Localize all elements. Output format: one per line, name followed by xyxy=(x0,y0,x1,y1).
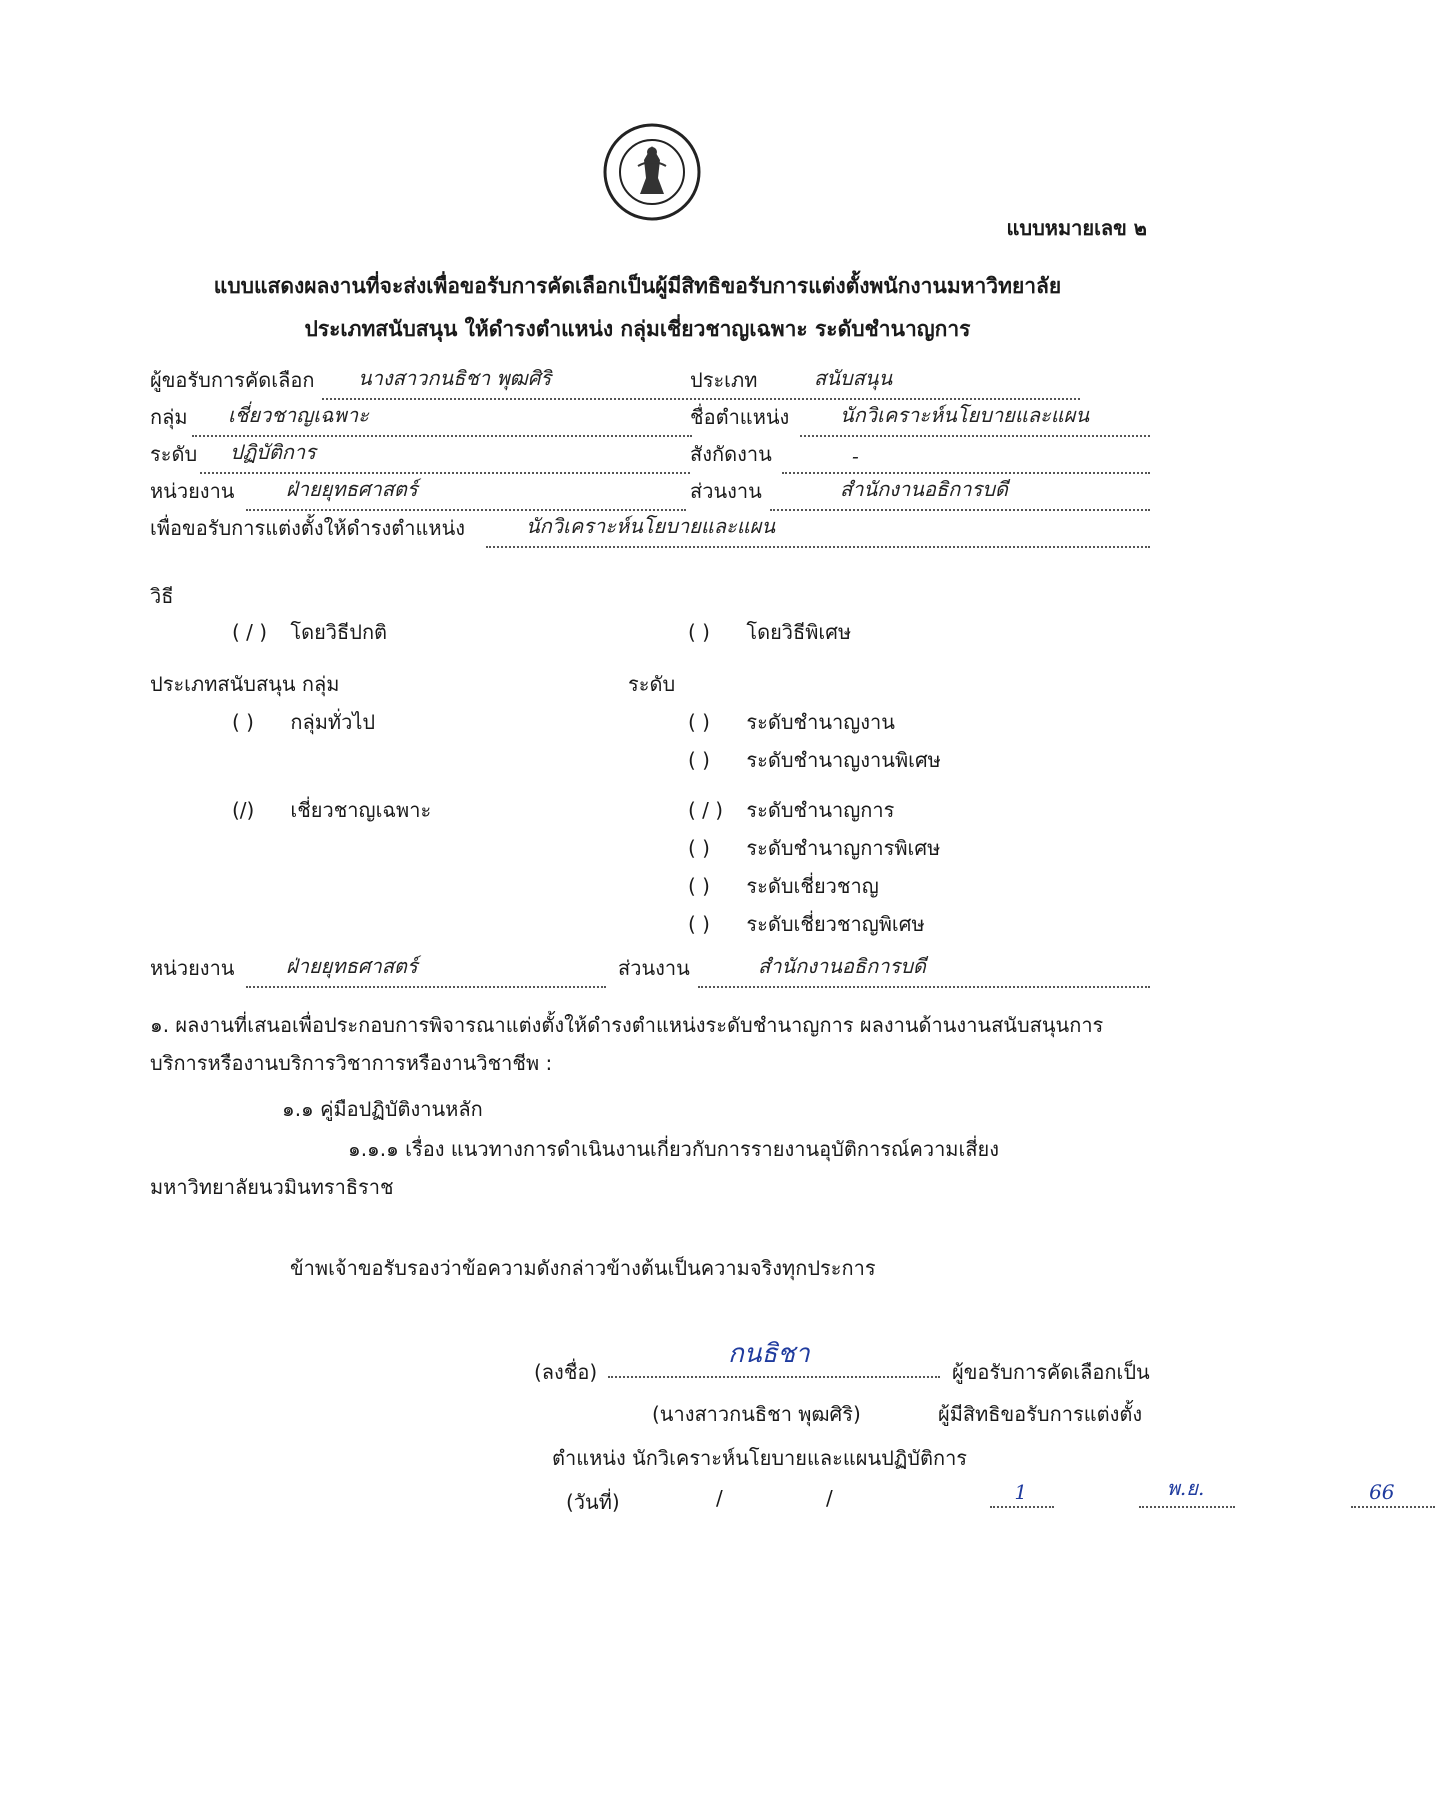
appoint-label: เพื่อขอรับการแต่งตั้งให้ดำรงตำแหน่ง xyxy=(150,516,466,540)
date-year: 66 xyxy=(1369,1480,1395,1504)
unit-value: ฝ่ายยุทธศาสตร์ xyxy=(286,477,418,501)
method-normal-check: ( / ) xyxy=(232,620,268,644)
date-label: (วันที่) xyxy=(566,1490,620,1514)
level-label-1: ระดับชำนาญงานพิเศษ xyxy=(746,748,941,772)
unit-row-field[interactable] xyxy=(246,954,606,988)
unit-label: หน่วยงาน xyxy=(150,479,235,503)
level-field[interactable] xyxy=(200,440,690,474)
field-row-group xyxy=(150,403,1150,437)
method-normal-label: โดยวิธีปกติ xyxy=(290,620,388,644)
title-line-2: ประเภทสนับสนุน ให้ดำรงตำแหน่ง กลุ่มเชี่ยวชาญเฉพาะ ระดับชำนาญการ xyxy=(304,317,971,341)
date-sep-2: / xyxy=(826,1486,833,1510)
level-label-0: ระดับชำนาญงาน xyxy=(746,710,895,734)
date-month-field[interactable] xyxy=(1139,1476,1235,1508)
works-item-1-1: ๑.๑ คู่มือปฏิบัติงานหลัก xyxy=(282,1097,483,1121)
method-special-option[interactable] xyxy=(688,616,851,648)
level-option-0[interactable] xyxy=(688,706,895,738)
level-option-1[interactable] xyxy=(688,744,941,776)
level-value: ปฏิบัติการ xyxy=(230,440,316,464)
level-check-4: ( ) xyxy=(688,874,710,898)
certification-statement: ข้าพเจ้าขอรับรองว่าข้อความดังกล่าวข้างต้นเป็นความจริงทุกประการ xyxy=(290,1256,876,1280)
division-field[interactable] xyxy=(770,477,1150,511)
unit-row-label: หน่วยงาน xyxy=(150,956,235,980)
group-label: กลุ่ม xyxy=(150,405,188,429)
date-day-field[interactable] xyxy=(990,1480,1054,1508)
group-general-check: ( ) xyxy=(232,710,254,734)
works-intro-line-1: ๑. ผลงานที่เสนอเพื่อประกอบการพิจารณาแต่งตั้งให้ดำรงตำแหน่งระดับชำนาญการ ผลงานด้านงานสนับสนุนการ xyxy=(150,1013,1104,1037)
works-intro-line-2: บริการหรืองานบริการวิชาการหรืองานวิชาชีพ : xyxy=(150,1051,553,1075)
division-value: สำนักงานอธิการบดี xyxy=(840,477,1008,501)
level-label-4: ระดับเชี่ยวชาญ xyxy=(746,874,879,898)
date-year-field[interactable] xyxy=(1351,1480,1435,1508)
level-option-4[interactable] xyxy=(688,870,879,902)
division-label: ส่วนงาน xyxy=(690,479,762,503)
position-label: ชื่อตำแหน่ง xyxy=(690,405,790,429)
affiliation-value: - xyxy=(852,444,859,468)
affiliation-label: สังกัดงาน xyxy=(690,442,772,466)
date-month: พ.ย. xyxy=(1166,1476,1205,1500)
works-item-1-1-1-line-2: มหาวิทยาลัยนวมินทราธิราช xyxy=(150,1175,394,1199)
level-option-3[interactable] xyxy=(688,832,940,864)
group-general-label: กลุ่มทั่วไป xyxy=(290,710,376,734)
form-number: แบบหมายเลข ๒ xyxy=(1006,216,1147,240)
group-section-label: ประเภทสนับสนุน กลุ่ม xyxy=(150,672,340,696)
group-value: เชี่ยวชาญเฉพาะ xyxy=(228,403,369,427)
applicant-label: ผู้ขอรับการคัดเลือก xyxy=(150,368,315,392)
level-check-0: ( ) xyxy=(688,710,710,734)
group-specialist-option[interactable] xyxy=(232,794,431,826)
title-line-1: แบบแสดงผลงานที่จะส่งเพื่อขอรับการคัดเลือกเป็นผู้มีสิทธิขอรับการแต่งตั้งพนักงานมหาวิทยาลัย xyxy=(213,274,1062,298)
field-row-level xyxy=(150,440,1150,474)
method-special-label: โดยวิธีพิเศษ xyxy=(746,620,852,644)
level-label: ระดับ xyxy=(150,442,198,466)
affiliation-field[interactable] xyxy=(782,444,1150,474)
group-specialist-check: (/) xyxy=(232,798,255,822)
university-seal-icon xyxy=(602,122,702,222)
position-field[interactable] xyxy=(800,403,1150,437)
division-row-label: ส่วนงาน xyxy=(618,956,690,980)
unit-field[interactable] xyxy=(246,477,686,511)
method-normal-option[interactable] xyxy=(232,616,387,648)
field-row-unit xyxy=(150,477,1150,511)
sign-label: (ลงชื่อ) xyxy=(534,1360,598,1384)
division-row-value: สำนักงานอธิการบดี xyxy=(758,954,926,978)
level-option-5[interactable] xyxy=(688,908,925,940)
level-label-5: ระดับเชี่ยวชาญพิเศษ xyxy=(746,912,925,936)
applicant-value: นางสาวกนธิชา พุฒศิริ xyxy=(358,366,552,390)
signature-line[interactable] xyxy=(608,1339,940,1378)
group-field[interactable] xyxy=(192,403,692,437)
level-option-2[interactable] xyxy=(688,794,894,826)
level-label-2: ระดับชำนาญการ xyxy=(746,798,895,822)
group-general-option[interactable] xyxy=(232,706,375,738)
group-specialist-label: เชี่ยวชาญเฉพาะ xyxy=(290,798,432,822)
level-section-label: ระดับ xyxy=(628,672,676,696)
level-check-5: ( ) xyxy=(688,912,710,936)
division-row-field[interactable] xyxy=(698,954,1150,988)
type-field[interactable] xyxy=(778,366,1080,400)
method-special-check: ( ) xyxy=(688,620,710,644)
unit-row xyxy=(150,954,1150,988)
level-check-1: ( ) xyxy=(688,748,710,772)
level-check-2: ( / ) xyxy=(688,798,724,822)
signer-name: (นางสาวกนธิชา พุฒศิริ) xyxy=(652,1402,861,1426)
level-check-3: ( ) xyxy=(688,836,710,860)
field-row-applicant xyxy=(150,366,1150,400)
field-row-appoint xyxy=(150,514,1150,548)
position-value: นักวิเคราะห์นโยบายและแผน xyxy=(840,403,1090,427)
date-sep-1: / xyxy=(716,1486,723,1510)
unit-row-value: ฝ่ายยุทธศาสตร์ xyxy=(286,954,418,978)
level-label-3: ระดับชำนาญการพิเศษ xyxy=(746,836,941,860)
signature-role-line-2: ผู้มีสิทธิขอรับการแต่งตั้ง xyxy=(938,1402,1143,1426)
type-label: ประเภท xyxy=(690,368,758,392)
date-day: 1 xyxy=(1014,1480,1028,1504)
handwritten-signature: กนธิชา xyxy=(728,1339,810,1369)
method-label: วิธี xyxy=(150,584,174,608)
appoint-field[interactable] xyxy=(486,514,1150,548)
type-value: สนับสนุน xyxy=(814,366,893,390)
works-item-1-1-1-line-1: ๑.๑.๑ เรื่อง แนวทางการดำเนินงานเกี่ยวกับการรายงานอุบัติการณ์ความเสี่ยง xyxy=(348,1137,1000,1161)
signature-role-line-1: ผู้ขอรับการคัดเลือกเป็น xyxy=(952,1360,1150,1384)
signer-position: ตำแหน่ง นักวิเคราะห์นโยบายและแผนปฏิบัติการ xyxy=(552,1446,968,1470)
appoint-value: นักวิเคราะห์นโยบายและแผน xyxy=(526,514,776,538)
